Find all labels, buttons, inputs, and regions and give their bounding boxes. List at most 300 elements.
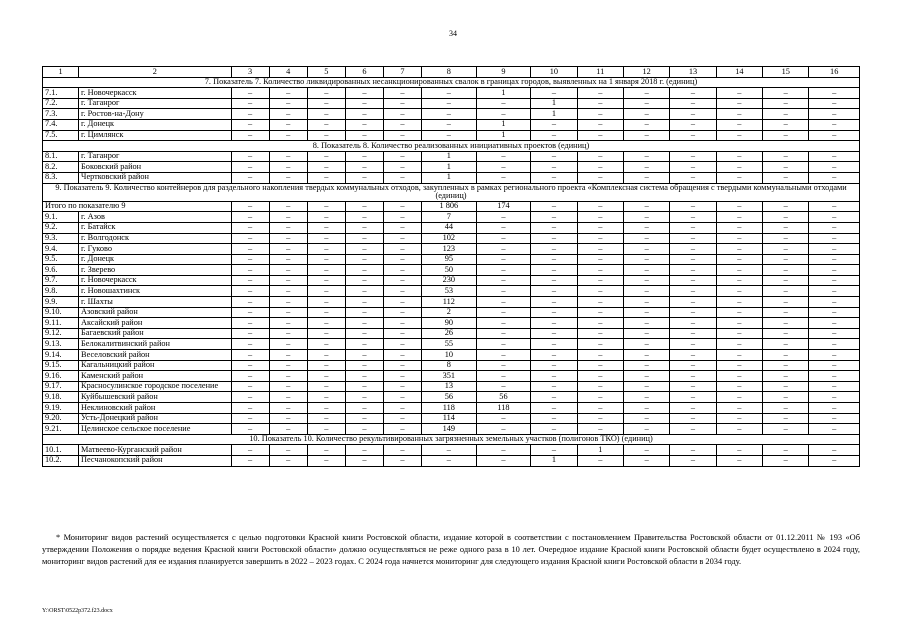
value-cell: – — [716, 297, 762, 308]
header-cell: 5 — [307, 67, 345, 78]
value-cell: – — [345, 424, 383, 435]
value-cell: – — [623, 403, 669, 414]
row-name: г. Таганрог — [79, 98, 231, 109]
row-name: Чертковский район — [79, 172, 231, 183]
value-cell: – — [763, 381, 809, 392]
value-cell: – — [307, 297, 345, 308]
value-cell: – — [383, 109, 421, 120]
value-cell: – — [307, 318, 345, 329]
value-cell: – — [383, 222, 421, 233]
row-number: 7.1. — [43, 88, 79, 99]
value-cell: – — [531, 88, 577, 99]
value-cell: – — [422, 455, 477, 466]
value-cell: 118 — [476, 403, 531, 414]
value-cell: – — [307, 109, 345, 120]
row-number: 9.1. — [43, 212, 79, 223]
value-cell: – — [531, 233, 577, 244]
value-cell: – — [716, 424, 762, 435]
row-number: 8.2. — [43, 162, 79, 173]
value-cell: – — [345, 88, 383, 99]
value-cell: – — [716, 275, 762, 286]
value-cell: – — [577, 222, 623, 233]
value-cell: – — [383, 244, 421, 255]
value-cell: – — [307, 424, 345, 435]
value-cell: – — [231, 222, 269, 233]
row-number: 10.2. — [43, 455, 79, 466]
value-cell: – — [577, 424, 623, 435]
value-cell: – — [231, 244, 269, 255]
value-cell: – — [383, 151, 421, 162]
table-row — [43, 307, 860, 318]
value-cell: 102 — [422, 233, 477, 244]
row-number: 9.2. — [43, 222, 79, 233]
row-name: Багаевский район — [79, 328, 231, 339]
value-cell: – — [307, 222, 345, 233]
row-name: Усть-Донецкий район — [79, 413, 231, 424]
value-cell: – — [763, 212, 809, 223]
value-cell: – — [476, 307, 531, 318]
value-cell: – — [269, 222, 307, 233]
value-cell: – — [809, 130, 860, 141]
table-row — [43, 265, 860, 276]
value-cell: – — [809, 381, 860, 392]
value-cell: – — [623, 275, 669, 286]
value-cell: – — [231, 350, 269, 361]
value-cell: – — [577, 172, 623, 183]
value-cell: – — [231, 151, 269, 162]
row-number: 9.21. — [43, 424, 79, 435]
header-cell: 13 — [670, 67, 716, 78]
value-cell: – — [345, 254, 383, 265]
row-number: 9.15. — [43, 360, 79, 371]
row-number: 9.12. — [43, 328, 79, 339]
row-number: 10.1. — [43, 445, 79, 456]
value-cell: – — [269, 381, 307, 392]
table-row — [43, 233, 860, 244]
value-cell: – — [577, 307, 623, 318]
value-cell: – — [345, 318, 383, 329]
value-cell: – — [763, 119, 809, 130]
value-cell: – — [345, 98, 383, 109]
value-cell: – — [422, 109, 477, 120]
value-cell: – — [809, 151, 860, 162]
value-cell: – — [623, 392, 669, 403]
value-cell: – — [231, 286, 269, 297]
value-cell: 1 — [422, 172, 477, 183]
table-row — [43, 403, 860, 414]
value-cell: – — [670, 403, 716, 414]
value-cell: – — [763, 424, 809, 435]
value-cell: – — [577, 275, 623, 286]
value-cell: – — [809, 307, 860, 318]
value-cell: – — [670, 244, 716, 255]
value-cell: – — [577, 455, 623, 466]
value-cell: – — [716, 244, 762, 255]
value-cell: – — [383, 98, 421, 109]
value-cell: – — [476, 350, 531, 361]
value-cell: – — [531, 130, 577, 141]
value-cell: – — [670, 392, 716, 403]
value-cell: – — [623, 233, 669, 244]
table-body — [43, 67, 860, 467]
value-cell: – — [809, 360, 860, 371]
value-cell: – — [763, 328, 809, 339]
value-cell: – — [307, 445, 345, 456]
value-cell: – — [716, 162, 762, 173]
value-cell: – — [763, 392, 809, 403]
value-cell: – — [531, 212, 577, 223]
row-number: 9.16. — [43, 371, 79, 382]
table-row — [43, 212, 860, 223]
value-cell: – — [476, 254, 531, 265]
row-number: 8.1. — [43, 151, 79, 162]
row-number: 9.11. — [43, 318, 79, 329]
value-cell: – — [231, 275, 269, 286]
table-row — [43, 162, 860, 173]
value-cell: – — [577, 109, 623, 120]
value-cell: – — [577, 119, 623, 130]
value-cell: 8 — [422, 360, 477, 371]
row-name: Неклиновский район — [79, 403, 231, 414]
value-cell: – — [670, 233, 716, 244]
value-cell: – — [476, 381, 531, 392]
value-cell: – — [623, 201, 669, 212]
value-cell: 7 — [422, 212, 477, 223]
value-cell: – — [763, 455, 809, 466]
value-cell: – — [231, 201, 269, 212]
header-cell: 11 — [577, 67, 623, 78]
value-cell: – — [269, 119, 307, 130]
table-row — [43, 130, 860, 141]
value-cell: – — [345, 403, 383, 414]
value-cell: – — [231, 307, 269, 318]
table-row — [43, 318, 860, 329]
value-cell: – — [763, 151, 809, 162]
value-cell: – — [716, 318, 762, 329]
value-cell: – — [809, 350, 860, 361]
header-cell: 1 — [43, 67, 79, 78]
row-number: 9.8. — [43, 286, 79, 297]
value-cell: – — [670, 275, 716, 286]
value-cell: – — [345, 275, 383, 286]
value-cell: – — [307, 413, 345, 424]
value-cell: – — [231, 424, 269, 435]
value-cell: – — [763, 130, 809, 141]
value-cell: – — [383, 162, 421, 173]
value-cell: – — [577, 151, 623, 162]
value-cell: – — [531, 318, 577, 329]
value-cell: 149 — [422, 424, 477, 435]
value-cell: – — [809, 254, 860, 265]
value-cell: – — [345, 307, 383, 318]
value-cell: – — [716, 455, 762, 466]
row-name: г. Донецк — [79, 254, 231, 265]
value-cell: – — [577, 403, 623, 414]
row-name: Красносулинское городское поселение — [79, 381, 231, 392]
value-cell: – — [577, 212, 623, 223]
value-cell: – — [307, 244, 345, 255]
section-title: 7. Показатель 7. Количество ликвидированных несанкционированных свалок в границах городов, выявленных на 1 января 2018 г. (единиц) — [43, 77, 860, 88]
value-cell: – — [623, 455, 669, 466]
value-cell: – — [269, 455, 307, 466]
header-cell: 6 — [345, 67, 383, 78]
value-cell: – — [345, 130, 383, 141]
value-cell: – — [577, 98, 623, 109]
value-cell: – — [763, 445, 809, 456]
value-cell: – — [307, 339, 345, 350]
value-cell: – — [345, 233, 383, 244]
value-cell: – — [383, 371, 421, 382]
value-cell: – — [345, 109, 383, 120]
value-cell: – — [716, 381, 762, 392]
value-cell: – — [623, 98, 669, 109]
value-cell: – — [345, 413, 383, 424]
table-row — [43, 275, 860, 286]
value-cell: 1 — [531, 455, 577, 466]
value-cell: – — [383, 360, 421, 371]
value-cell: – — [623, 254, 669, 265]
value-cell: 1 — [476, 88, 531, 99]
value-cell: – — [531, 265, 577, 276]
section-title: 8. Показатель 8. Количество реализованных инициативных проектов (единиц) — [43, 141, 860, 152]
value-cell: – — [716, 371, 762, 382]
value-cell: – — [422, 119, 477, 130]
value-cell: 230 — [422, 275, 477, 286]
value-cell: 123 — [422, 244, 477, 255]
value-cell: – — [763, 201, 809, 212]
value-cell: – — [231, 265, 269, 276]
value-cell: – — [231, 162, 269, 173]
value-cell: – — [383, 130, 421, 141]
value-cell: – — [531, 424, 577, 435]
value-cell: – — [670, 201, 716, 212]
value-cell: – — [670, 254, 716, 265]
value-cell: – — [269, 297, 307, 308]
value-cell: 1 — [531, 109, 577, 120]
value-cell: – — [269, 265, 307, 276]
value-cell: – — [670, 445, 716, 456]
value-cell: – — [383, 297, 421, 308]
value-cell: 118 — [422, 403, 477, 414]
value-cell: – — [383, 201, 421, 212]
value-cell: – — [809, 424, 860, 435]
value-cell: – — [269, 88, 307, 99]
value-cell: – — [623, 130, 669, 141]
row-number: 9.20. — [43, 413, 79, 424]
value-cell: – — [269, 212, 307, 223]
value-cell: – — [809, 233, 860, 244]
value-cell: 1 — [422, 151, 477, 162]
value-cell: – — [231, 212, 269, 223]
value-cell: – — [763, 98, 809, 109]
value-cell: – — [531, 201, 577, 212]
value-cell: – — [307, 233, 345, 244]
value-cell: – — [383, 445, 421, 456]
value-cell: – — [623, 381, 669, 392]
value-cell: – — [623, 286, 669, 297]
header-cell: 15 — [763, 67, 809, 78]
value-cell: 1 — [531, 98, 577, 109]
header-cell: 4 — [269, 67, 307, 78]
row-number: 9.17. — [43, 381, 79, 392]
value-cell: – — [670, 109, 716, 120]
value-cell: – — [623, 244, 669, 255]
table-row — [43, 254, 860, 265]
value-cell: – — [763, 254, 809, 265]
table-row — [43, 98, 860, 109]
file-path: Y:\ORST\0522p372.f23.docx — [42, 608, 113, 614]
value-cell: – — [670, 151, 716, 162]
row-name: г. Зверево — [79, 265, 231, 276]
row-name: г. Таганрог — [79, 151, 231, 162]
value-cell: – — [231, 360, 269, 371]
value-cell: – — [307, 328, 345, 339]
value-cell: – — [531, 307, 577, 318]
value-cell: – — [531, 162, 577, 173]
value-cell: – — [307, 130, 345, 141]
page-number: 34 — [449, 29, 457, 38]
indicators-table — [42, 66, 860, 467]
section-row — [43, 77, 860, 88]
value-cell: – — [763, 244, 809, 255]
value-cell: – — [763, 233, 809, 244]
value-cell: – — [716, 286, 762, 297]
value-cell: – — [531, 151, 577, 162]
value-cell: 1 — [422, 162, 477, 173]
value-cell: – — [763, 413, 809, 424]
row-name: г. Шахты — [79, 297, 231, 308]
value-cell: – — [345, 297, 383, 308]
value-cell: – — [476, 318, 531, 329]
value-cell: – — [623, 350, 669, 361]
value-cell: – — [623, 151, 669, 162]
value-cell: – — [231, 109, 269, 120]
value-cell: – — [383, 455, 421, 466]
section-row — [43, 183, 860, 201]
value-cell: – — [476, 339, 531, 350]
table-row — [43, 413, 860, 424]
value-cell: – — [476, 371, 531, 382]
row-name: г. Цимлянск — [79, 130, 231, 141]
value-cell: – — [716, 339, 762, 350]
value-cell: – — [531, 445, 577, 456]
value-cell: – — [809, 328, 860, 339]
value-cell: – — [809, 119, 860, 130]
value-cell: – — [269, 392, 307, 403]
table-row — [43, 360, 860, 371]
value-cell: – — [623, 212, 669, 223]
value-cell: – — [307, 162, 345, 173]
table-row — [43, 455, 860, 466]
value-cell: – — [307, 212, 345, 223]
value-cell: – — [716, 392, 762, 403]
value-cell: – — [476, 328, 531, 339]
table-row — [43, 445, 860, 456]
value-cell: – — [623, 265, 669, 276]
header-cell: 7 — [383, 67, 421, 78]
value-cell: – — [307, 381, 345, 392]
value-cell: – — [716, 151, 762, 162]
value-cell: – — [476, 151, 531, 162]
value-cell: – — [809, 265, 860, 276]
value-cell: – — [763, 371, 809, 382]
section-row — [43, 434, 860, 445]
value-cell: – — [307, 151, 345, 162]
value-cell: – — [670, 307, 716, 318]
value-cell: – — [716, 109, 762, 120]
value-cell: – — [307, 275, 345, 286]
value-cell: – — [422, 445, 477, 456]
value-cell: – — [345, 244, 383, 255]
value-cell: – — [670, 413, 716, 424]
value-cell: – — [577, 381, 623, 392]
section-title: 9. Показатель 9. Количество контейнеров для раздельного накопления твердых коммунальных отходов, закупленных в рамках регионального проекта «Комплексная система обращения с твердыми коммунальными отходами (единиц) — [43, 183, 860, 201]
value-cell: – — [531, 360, 577, 371]
value-cell: – — [422, 130, 477, 141]
value-cell: – — [577, 297, 623, 308]
value-cell: – — [670, 360, 716, 371]
value-cell: – — [269, 339, 307, 350]
value-cell: – — [809, 403, 860, 414]
value-cell: – — [670, 130, 716, 141]
table-row — [43, 119, 860, 130]
row-name: Куйбышевский район — [79, 392, 231, 403]
value-cell: – — [716, 254, 762, 265]
value-cell: – — [345, 350, 383, 361]
value-cell: – — [531, 297, 577, 308]
value-cell: – — [623, 339, 669, 350]
value-cell: – — [345, 212, 383, 223]
value-cell: – — [670, 339, 716, 350]
value-cell: – — [670, 286, 716, 297]
value-cell: – — [383, 286, 421, 297]
table-row — [43, 392, 860, 403]
value-cell: – — [670, 318, 716, 329]
value-cell: – — [763, 162, 809, 173]
value-cell: – — [307, 172, 345, 183]
row-number: 9.6. — [43, 265, 79, 276]
value-cell: – — [307, 371, 345, 382]
value-cell: – — [577, 339, 623, 350]
value-cell: 55 — [422, 339, 477, 350]
value-cell: – — [670, 212, 716, 223]
value-cell: – — [231, 455, 269, 466]
value-cell: – — [716, 212, 762, 223]
value-cell: 351 — [422, 371, 477, 382]
value-cell: – — [763, 360, 809, 371]
value-cell: – — [809, 297, 860, 308]
value-cell: – — [231, 233, 269, 244]
row-name: г. Волгодонск — [79, 233, 231, 244]
value-cell: – — [531, 381, 577, 392]
value-cell: – — [623, 88, 669, 99]
value-cell: – — [670, 297, 716, 308]
value-cell: – — [763, 275, 809, 286]
table-row — [43, 371, 860, 382]
value-cell: – — [307, 307, 345, 318]
value-cell: – — [623, 109, 669, 120]
value-cell: – — [269, 98, 307, 109]
value-cell: – — [716, 119, 762, 130]
value-cell: – — [307, 392, 345, 403]
value-cell: – — [670, 172, 716, 183]
section-title: 10. Показатель 10. Количество рекультивированных загрязненных земельных участков (полигонов ТКО) (единиц) — [43, 434, 860, 445]
table-row — [43, 222, 860, 233]
value-cell: – — [716, 328, 762, 339]
row-name: Матвеево-Курганский район — [79, 445, 231, 456]
value-cell: – — [577, 233, 623, 244]
value-cell: – — [269, 307, 307, 318]
